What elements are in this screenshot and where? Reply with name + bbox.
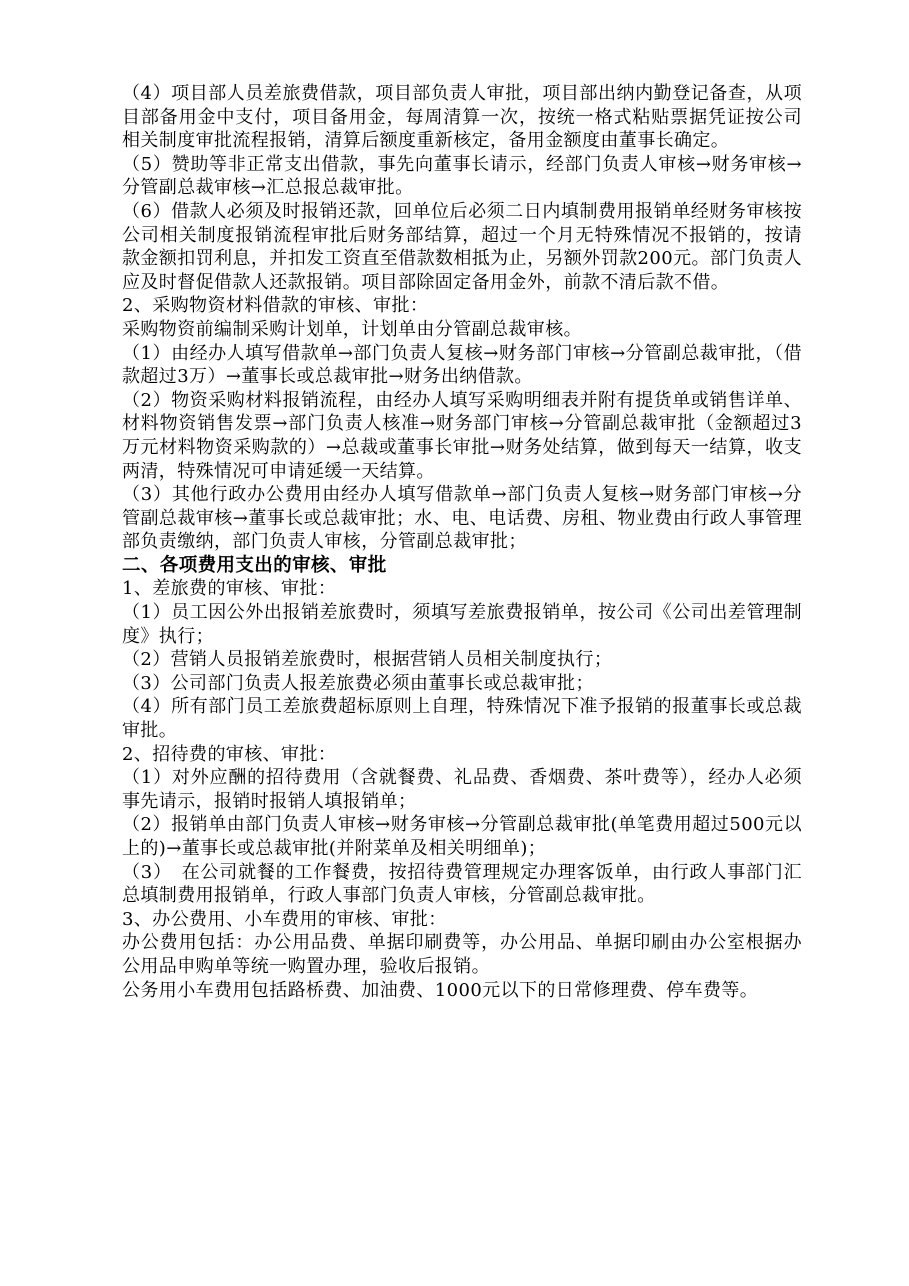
paragraph: 2、采购物资材料借款的审核、审批：	[122, 295, 429, 317]
paragraph: 3、办公费用、小车费用的审核、审批：	[122, 908, 447, 930]
paragraph: （1）员工因公外出报销差旅费时，须填写差旅费报销单，按公司《公司出差管理制度》执行；	[122, 602, 802, 647]
paragraph: （6）借款人必须及时报销还款，回单位后必须二日内填制费用报销单经财务审核按公司相关制度报销流程审批后财务部结算，超过一个月无特殊情况不报销的，按请款金额扣罚利息，并扣发工资直至借款数相抵为止，另额外罚款200元。部门负责人应及时督促借款人还款报销。项目部除固定备用金外，前款不清后款不借。	[122, 200, 802, 293]
paragraph: （2）报销单由部门负责人审核→财务审核→分管副总裁审批(单笔费用超过500元以上的)→董事长或总裁审批(并附菜单及相关明细单)；	[122, 814, 802, 859]
paragraph: 公务用小车费用包括路桥费、加油费、1000元以下的日常修理费、停车费等。	[122, 979, 759, 1001]
paragraph: （5）赞助等非正常支出借款，事先向董事长请示，经部门负责人审核→财务审核→分管副总裁审核→汇总报总裁审批。	[122, 153, 802, 199]
paragraph: （3）其他行政办公费用由经办人填写借款单→部门负责人复核→财务部门审核→分管副总裁审核→董事长或总裁审批；水、电、电话费、房租、物业费由行政人事管理部负责缴纳，部门负责人审核，分管副总裁审批；	[122, 484, 802, 553]
paragraph: （2）物资采购材料报销流程，由经办人填写采购明细表并附有提货单或销售详单、材料物资销售发票→部门负责人核准→财务部门审核→分管副总裁审批（金额超过3万元材料物资采购款的）→总裁或董事长审批→财务处结算，做到每天一结算，收支两清，特殊情况可申请延缓一天结算。	[122, 389, 802, 482]
paragraph: 采购物资前编制采购计划单，计划单由分管副总裁审核。	[122, 318, 582, 340]
paragraph: 2、招待费的审核、审批：	[122, 743, 337, 765]
document-page	[122, 82, 802, 1002]
section-heading: 二、各项费用支出的审核、审批	[122, 554, 387, 576]
paragraph: 办公费用包括：办公用品费、单据印刷费等，办公用品、单据印刷由办公室根据办公用品申购单等统一购置办理，验收后报销。	[122, 932, 802, 977]
paragraph: （4）所有部门员工差旅费超标原则上自理，特殊情况下准予报销的报董事长或总裁审批。	[122, 696, 802, 742]
paragraph: （3）公司部门负责人报差旅费必须由董事长或总裁审批；	[122, 672, 594, 694]
paragraph: （2）营销人员报销差旅费时，根据营销人员相关制度执行；	[122, 649, 613, 671]
paragraph: （4）项目部人员差旅费借款，项目部负责人审批，项目部出纳内勤登记备查，从项目部备用金中支付，项目备用金，每周清算一次，按统一格式粘贴票据凭证按公司相关制度审批流程报销，清算后额度重新核定，备用金额度由董事长确定。	[122, 83, 802, 152]
paragraph: （1）由经办人填写借款单→部门负责人复核→财务部门审核→分管副总裁审批，（借款超过3万）→董事长或总裁审批→财务出纳借款。	[122, 342, 802, 388]
paragraph: （1）对外应酬的招待费用（含就餐费、礼品费、香烟费、茶叶费等），经办人必须事先请示，报销时报销人填报销单；	[122, 767, 802, 812]
paragraph: 1、差旅费的审核、审批：	[122, 578, 337, 600]
paragraph: （3） 在公司就餐的工作餐费，按招待费管理规定办理客饭单，由行政人事部门汇总填制费用报销单，行政人事部门负责人审核，分管副总裁审批。	[122, 861, 802, 907]
